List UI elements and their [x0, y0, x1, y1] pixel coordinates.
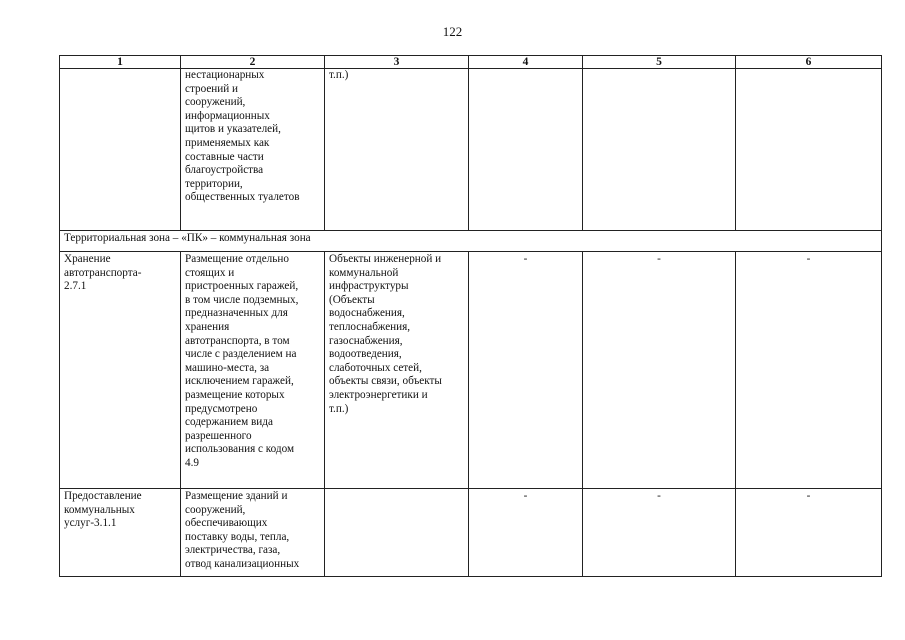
header-col-5: 5 [583, 56, 736, 69]
table-row-storage [60, 252, 882, 489]
cell-storage-col5: - [583, 252, 736, 489]
cell-storage-col2: Размещение отдельно стоящих и пристроенных гаражей, в том числе подземных, предназначенных для хранения автотранспорта, в том числе с разделением на машино-места, за исключением гаражей, размещение которых предусмотрено содержанием вида разрешенного использования с кодом 4.9 [181, 252, 325, 489]
cell-continuation-col4 [469, 69, 583, 231]
cell-continuation-col6 [736, 69, 882, 231]
header-col-2: 2 [181, 56, 325, 69]
table-row-continuation [60, 69, 882, 231]
zone-title: Территориальная зона – «ПК» – коммунальная зона [60, 231, 882, 252]
header-col-6: 6 [736, 56, 882, 69]
cell-utilities-col3 [325, 489, 469, 577]
header-col-1: 1 [60, 56, 181, 69]
zone-title-row [60, 231, 882, 252]
cell-storage-col1: Хранение автотранспорта- 2.7.1 [60, 252, 181, 489]
header-row [60, 56, 882, 69]
cell-storage-col6: - [736, 252, 882, 489]
cell-continuation-col3: т.п.) [325, 69, 469, 231]
cell-utilities-col4: - [469, 489, 583, 577]
cell-utilities-col6: - [736, 489, 882, 577]
cell-continuation-col5 [583, 69, 736, 231]
permitted-use-table [59, 55, 882, 577]
table-row-utilities [60, 489, 882, 577]
cell-utilities-col1: Предоставление коммунальных услуг-3.1.1 [60, 489, 181, 577]
cell-continuation-col2: нестационарных строений и сооружений, информационных щитов и указателей, применяемых как составные части благоустройства территории, общественных туалетов [181, 69, 325, 231]
header-col-3: 3 [325, 56, 469, 69]
page-number: 122 [442, 24, 463, 39]
cell-continuation-col1 [60, 69, 181, 231]
cell-storage-col4: - [469, 252, 583, 489]
header-col-4: 4 [469, 56, 583, 69]
cell-storage-col3: Объекты инженерной и коммунальной инфраструктуры (Объекты водоснабжения, теплоснабжения, газоснабжения, водоотведения, слаботочных сетей, объекты связи, объекты электроэнергетики и т.п.) [325, 252, 469, 489]
cell-utilities-col2: Размещение зданий и сооружений, обеспечивающих поставку воды, тепла, электричества, газа, отвод канализационных [181, 489, 325, 577]
cell-utilities-col5: - [583, 489, 736, 577]
